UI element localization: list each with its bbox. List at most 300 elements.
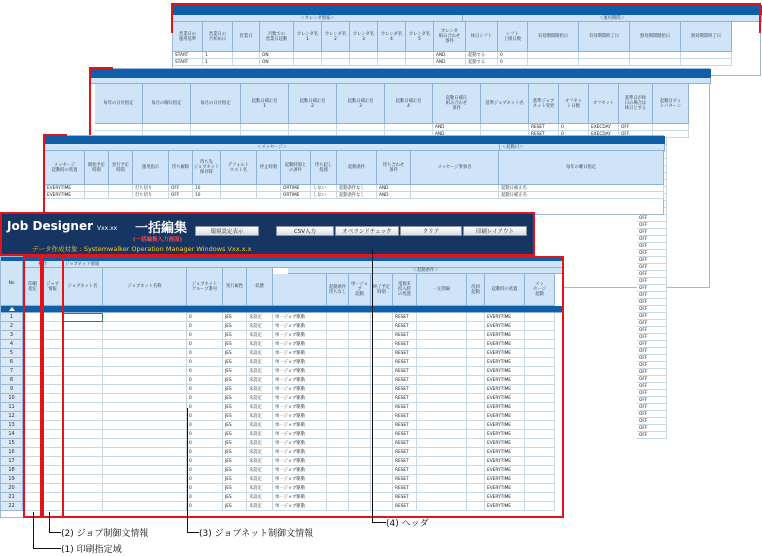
startday-side-cell[interactable]: OFF [637,341,667,348]
calendar-cell[interactable] [630,59,681,66]
jobnet-cell[interactable]: 単一ジョブ駆動 [273,493,327,502]
message-cell[interactable]: ORTIME [281,185,311,192]
jobnet-cell[interactable]: JES [223,376,247,385]
row-number: 20 [1,484,23,493]
row-number: 16 [1,448,23,457]
calendar-cell[interactable] [406,59,434,66]
startday-cell[interactable] [241,124,289,131]
jobnet-cell[interactable]: 未設定 [247,358,273,367]
jobnet-cell[interactable]: JES [223,367,247,376]
row-number: 22 [1,502,23,511]
message-cell[interactable]: 打ち切り [133,185,169,192]
jobnet-cell[interactable]: 単一ジョブ駆動 [273,412,327,421]
jobnet-cell[interactable]: EVERYTIME [485,358,525,367]
jobnet-cell[interactable]: JES [223,403,247,412]
message-cell[interactable]: 打ち切り [133,192,169,199]
jobnet-cell[interactable]: JES [223,340,247,349]
message-cell[interactable]: OFF [169,185,193,192]
startday-side-cell[interactable]: OFF [637,264,667,271]
jobnet-cell[interactable]: RESET [393,394,417,403]
message-cell[interactable] [109,192,133,199]
jobnet-cell[interactable]: RESET [393,313,417,322]
jobnet-cell[interactable]: 0 [187,385,223,394]
mode-subtitle: (一括編集入力画面) [133,237,183,243]
jobnet-cell[interactable]: EVERYTIME [485,502,525,511]
startday-side-cell[interactable]: OFF [637,236,667,243]
message-cell[interactable]: しない [311,192,337,199]
jobnet-cell[interactable]: 単一ジョブ駆動 [273,358,327,367]
calendar-cell[interactable]: 1 [203,52,233,59]
jobnet-cell[interactable]: JES [223,439,247,448]
callout-line-3h [187,532,199,533]
startday-cell[interactable] [481,124,529,131]
jobnet-cell[interactable]: 未設定 [247,385,273,394]
jobnet-cell[interactable]: EVERYTIME [485,313,525,322]
message-col-header: 開始予定 時刻 [85,151,109,185]
message-cell[interactable] [411,192,499,199]
jobnet-cell[interactable]: RESET [393,484,417,493]
jobnet-cell[interactable]: EVERYTIME [485,367,525,376]
jobnet-cell[interactable]: RESET [393,376,417,385]
jobnet-cell[interactable]: JES [223,448,247,457]
jobnet-cell[interactable]: 0 [187,448,223,457]
jobnet-cell[interactable]: 未設定 [247,421,273,430]
jobnet-cell[interactable]: RESET [393,448,417,457]
jobnet-cell[interactable]: EVERYTIME [485,385,525,394]
jobnet-cell[interactable]: JES [223,385,247,394]
message-col-header: デフォルト ホスト名 [221,151,257,185]
row-number: 10 [1,394,23,403]
jobnet-col-header: 電源未 投入時 の処置 [393,274,417,306]
message-top-bar [45,136,665,144]
calendar-cell[interactable] [579,52,630,59]
startday-cell[interactable]: OFF [619,124,653,131]
jobnet-cell[interactable]: EVERYTIME [485,322,525,331]
message-cell[interactable]: EVERYTIME [45,185,85,192]
message-col-header: 待ち先 ジョブネット 保存時 [193,151,221,185]
jobnet-cell[interactable]: 0 [187,358,223,367]
calendar-col-header: カレンダ名 5 [406,22,434,52]
jobnet-cell[interactable]: JES [223,421,247,430]
jobnet-cell[interactable]: JES [223,322,247,331]
jobnet-cell[interactable]: RESET [393,502,417,511]
startday-cell[interactable] [191,124,241,131]
startday-cell[interactable] [143,124,191,131]
jobnet-cell[interactable]: RESET [393,349,417,358]
target-label: データ作成対象 : Systemwalker Operation Manager Windows Vxx.x.x [32,245,252,253]
message-cell[interactable] [85,192,109,199]
startday-side-cell[interactable]: OFF [637,418,667,425]
message-cell[interactable] [85,185,109,192]
jobnet-col-header: ジョブネット グループ番号 [187,268,223,306]
jobnet-cell[interactable]: 0 [187,322,223,331]
message-cell[interactable]: しない [311,185,337,192]
calendar-cell[interactable] [630,52,681,59]
jobnet-cell[interactable]: 単一ジョブ駆動 [273,502,327,511]
jobnet-cell[interactable]: 0 [187,457,223,466]
callout-line-1 [33,512,34,548]
calendar-cell[interactable]: START [173,52,203,59]
jobnet-cell[interactable]: EVERYTIME [485,412,525,421]
jobnet-cell[interactable]: JES [223,466,247,475]
operation-group-header: ＜運用期間＞ [463,15,762,22]
jobnet-cell[interactable]: 0 [187,439,223,448]
jobnet-cell[interactable]: 単一ジョブ駆動 [273,385,327,394]
jobnet-cell[interactable]: EVERYTIME [485,439,525,448]
startday-side-cell[interactable]: OFF [637,432,667,439]
jobnet-cell[interactable]: 単一ジョブ駆動 [273,448,327,457]
calendar-group-header: ＜カレンダ情報＞ [173,15,463,22]
startday-cell[interactable]: 0 [559,124,589,131]
jobnet-cell[interactable]: RESET [393,430,417,439]
env-settings-button[interactable]: 環境設定表示 [195,226,259,236]
jobnet-cell[interactable]: 未設定 [247,439,273,448]
calendar-cell[interactable] [322,52,350,59]
startday-side-cell[interactable]: OFF [637,306,667,313]
calendar-cell[interactable] [579,59,630,66]
message-cell[interactable] [257,192,281,199]
calendar-cell[interactable] [528,59,579,66]
calendar-cell[interactable]: ON [260,52,294,59]
message-cell[interactable]: 起動条件なし [337,192,377,199]
calendar-cell[interactable]: 起動する [466,59,498,66]
calendar-col-header: 月数での 営業日起動 [260,22,294,52]
jobnet-cell[interactable]: 0 [187,484,223,493]
jobnet-cell[interactable]: 未設定 [247,394,273,403]
jobnet-cell[interactable]: EVERYTIME [485,493,525,502]
jobnet-cell[interactable]: 単一ジョブ駆動 [273,475,327,484]
startday-side-cell[interactable]: OFF [637,397,667,404]
row-number: 2 [1,322,23,331]
calendar-cell[interactable] [378,52,406,59]
calendar-cell[interactable] [350,52,378,59]
jobnet-cell[interactable]: 0 [187,376,223,385]
calendar-cell[interactable]: 0 [498,59,528,66]
jobnet-cell[interactable]: 0 [187,340,223,349]
jobnet-cell[interactable]: EVERYTIME [485,466,525,475]
startday-col-header: 起動日補正名 4 [385,84,433,124]
calendar-cell[interactable] [294,59,322,66]
startday-cell[interactable]: EXECDAY [589,124,619,131]
jobnet-cell[interactable]: EVERYTIME [485,484,525,493]
jobnet-cell[interactable]: 0 [187,421,223,430]
jobnet-cell[interactable]: EVERYTIME [485,457,525,466]
startday-side-cell[interactable]: OFF [637,285,667,292]
calendar-col-header: カレンダ名 1 [294,22,322,52]
calendar-cell[interactable] [322,59,350,66]
jobnet-cell[interactable]: JES [223,457,247,466]
jobnet-cell[interactable]: 単一ジョブ駆動 [273,322,327,331]
startday-side-cell[interactable]: OFF [637,243,667,250]
message-col-header: 起動条件 [337,151,377,185]
jobnet-cell[interactable]: RESET [393,403,417,412]
startday-side-cell[interactable]: OFF [637,348,667,355]
startday-side-cell[interactable]: OFF [637,362,667,369]
jobnet-cell[interactable]: 未設定 [247,502,273,511]
startday-cell[interactable] [289,124,337,131]
jobnet-cell[interactable]: EVERYTIME [485,430,525,439]
jobnet-cell[interactable]: RESET [393,412,417,421]
jobnet-cell[interactable]: EVERYTIME [485,448,525,457]
message-cell[interactable]: ORTIME [281,192,311,199]
calendar-cell[interactable] [681,59,732,66]
jobnet-cell[interactable]: 0 [187,313,223,322]
jobnet-cell[interactable]: 未設定 [247,484,273,493]
message-cell[interactable]: 10 [193,192,221,199]
group-jobnet-info: ジョブネット情報 [63,261,564,268]
jobnet-cell[interactable]: 単一ジョブ駆動 [273,313,327,322]
message-cell[interactable]: OFF [169,192,193,199]
calendar-cell[interactable] [378,59,406,66]
mode-title: 一括編集 [135,221,188,236]
jobnet-cell[interactable]: 未設定 [247,376,273,385]
jobnet-cell[interactable]: EVERYTIME [485,421,525,430]
jobnet-cell[interactable]: JES [223,331,247,340]
jobnet-cell[interactable]: RESET [393,340,417,349]
jobnet-cell[interactable]: 0 [187,403,223,412]
jobnet-cell[interactable]: 未設定 [247,403,273,412]
jobnet-cell[interactable]: RESET [393,475,417,484]
jobnet-cell[interactable]: JES [223,412,247,421]
print-area-frame [23,256,42,518]
message-col-header: 停止時刻 [257,151,281,185]
jobnet-cell[interactable]: 単一ジョブ駆動 [273,466,327,475]
message-cell[interactable] [257,185,281,192]
jobnet-col-header: 終了予定 時刻 [371,274,393,306]
jobnet-cell[interactable]: 未設定 [247,331,273,340]
jobnet-cell[interactable]: 0 [187,430,223,439]
jobnet-cell[interactable]: 0 [187,412,223,421]
calendar-cell[interactable]: START [173,59,203,66]
startday-side-cell[interactable]: OFF [637,425,667,432]
startday-side-cell[interactable]: OFF [637,404,667,411]
startday-side-cell[interactable]: OFF [637,257,667,264]
startday-side-cell[interactable]: OFF [637,355,667,362]
jobnet-cell[interactable]: JES [223,430,247,439]
jobnet-cell[interactable]: 0 [187,493,223,502]
message-cell[interactable]: EVERYTIME [45,192,85,199]
row-number: 15 [1,439,23,448]
jobnet-cell[interactable]: JES [223,394,247,403]
startday-cell[interactable]: AND [433,124,481,131]
job-control-frame [42,256,64,518]
startday-side-cell[interactable]: OFF [637,250,667,257]
calendar-cell[interactable] [406,52,434,59]
startday-col-header: 起動日補正 組み合わせ 条件 [433,84,481,124]
jobnet-cell[interactable]: 単一ジョブ駆動 [273,340,327,349]
jobnet-col-header: ジョブネット名 [63,268,103,306]
row-number: 18 [1,466,23,475]
jobnet-cell[interactable]: EVERYTIME [485,394,525,403]
operand-check-button[interactable]: オペランドチェック [335,226,399,236]
startday-cell[interactable] [385,124,433,131]
startday-side-cell[interactable]: OFF [637,334,667,341]
clear-button[interactable]: クリア [400,226,462,236]
jobnet-cell[interactable]: 単一ジョブ駆動 [273,421,327,430]
jobnet-cell[interactable]: RESET [393,466,417,475]
calendar-cell[interactable]: 1 [203,59,233,66]
jobnet-cell[interactable]: 未設定 [247,340,273,349]
message-cell[interactable]: AND [377,185,411,192]
jobnet-cell[interactable]: RESET [393,331,417,340]
calendar-cell[interactable] [294,52,322,59]
message-cell[interactable] [109,185,133,192]
message-col-header: 待ち解除 [169,151,193,185]
header-toolbar [0,212,535,256]
jobnet-cell[interactable]: 単一ジョブ駆動 [273,376,327,385]
jobnet-control-frame [62,256,564,518]
message-sheet [44,135,664,215]
jobnet-cell[interactable]: EVERYTIME [485,349,525,358]
jobnet-cell[interactable]: 単一ジョブ駆動 [273,394,327,403]
startday-side-cell[interactable]: OFF [637,299,667,306]
calendar-cell[interactable]: AND [434,52,466,59]
jobnet-cell[interactable]: RESET [393,457,417,466]
jobnet-cell[interactable]: 未設定 [247,448,273,457]
startday-side-cell[interactable]: OFF [637,229,667,236]
jobnet-cell[interactable]: RESET [393,493,417,502]
row-number: 8 [1,376,23,385]
jobnet-cell[interactable]: EVERYTIME [485,403,525,412]
jobnet-cell[interactable]: 未設定 [247,430,273,439]
jobnet-cell[interactable]: JES [223,484,247,493]
jobnet-cell[interactable]: EVERYTIME [485,376,525,385]
jobnet-cell[interactable]: 単一ジョブ駆動 [273,430,327,439]
jobnet-col-header: 実行属性 [223,268,247,306]
jobnet-cell[interactable]: RESET [393,322,417,331]
print-layout-button[interactable]: 印刷レイアウト [463,226,527,236]
startday-side-cell[interactable]: OFF [637,271,667,278]
jobnet-cell[interactable]: 未設定 [247,367,273,376]
startday-top-bar [91,69,711,78]
calendar-col-header: 無効期間開始日 [630,22,681,52]
message-col-header: 待ち起し 処理 [311,151,337,185]
message-cell[interactable]: AND [377,192,411,199]
calendar-cell[interactable]: ON [260,59,294,66]
startday-col-header: 起動日ビッ トパターン [653,84,689,124]
calendar-cell[interactable]: 起動する [466,52,498,59]
jobnet-cell[interactable]: RESET [393,439,417,448]
startday-cell[interactable] [653,124,689,131]
jobnet-cell[interactable]: JES [223,502,247,511]
calendar-cell[interactable] [233,59,260,66]
row-number: 6 [1,358,23,367]
calendar-cell[interactable] [233,52,260,59]
message-cell[interactable]: 起動日補正名 [499,192,664,199]
callout-line-2h [49,532,61,533]
startday-side-cell[interactable]: OFF [637,215,667,222]
jobnet-cell[interactable]: RESET [393,421,417,430]
message-cell[interactable]: 起動条件なし [337,185,377,192]
jobnet-cell[interactable]: 未設定 [247,313,273,322]
startday-side-cell[interactable]: OFF [637,292,667,299]
startday-side-cell[interactable]: OFF [637,278,667,285]
row-number: 5 [1,349,23,358]
calendar-cell[interactable] [528,52,579,59]
jobnet-cell[interactable]: JES [223,349,247,358]
jobnet-cell[interactable]: JES [223,475,247,484]
jobnet-col-header: 一定間隔 [417,274,467,306]
jobnet-cell[interactable]: 0 [187,502,223,511]
calendar-cell[interactable]: 0 [498,52,528,59]
jobnet-cell[interactable]: 単一ジョブ駆動 [273,457,327,466]
startday-side-cell[interactable]: OFF [637,369,667,376]
jobnet-cell[interactable]: 未設定 [247,457,273,466]
calendar-col-header: 営業日の 運用基準 [173,22,203,52]
startday-col-header: 起動日補正名 3 [337,84,385,124]
startday-side-cell[interactable]: OFF [637,383,667,390]
jobnet-cell[interactable]: RESET [393,385,417,394]
startday-side-cell[interactable]: OFF [637,222,667,229]
jobnet-cell[interactable]: JES [223,313,247,322]
message-cell[interactable] [221,192,257,199]
jobnet-col-header: 起動条件 待ちなし [327,274,349,306]
jobnet-cell[interactable]: JES [223,493,247,502]
callout-line-3 [187,408,188,532]
message-cell[interactable] [221,185,257,192]
startday-cell[interactable] [337,124,385,131]
jobnet-cell[interactable]: 0 [187,367,223,376]
startday-col-header: 基準日が休 日の場合は 休日とする [619,84,653,124]
jobnet-cell[interactable]: 単一ジョブ駆動 [273,484,327,493]
jobnet-cell[interactable]: 単一ジョブ駆動 [273,403,327,412]
jobnet-cell[interactable]: RESET [393,358,417,367]
calendar-cell[interactable] [350,59,378,66]
jobnet-cell[interactable]: JES [223,358,247,367]
jobnet-cell[interactable]: 単一ジョブ駆動 [273,349,327,358]
startday-side-cell[interactable]: OFF [637,411,667,418]
jobnet-cell[interactable]: RESET [393,367,417,376]
csv-input-button[interactable]: CSV入力 [276,226,334,236]
jobnet-cell[interactable]: 0 [187,475,223,484]
jobnet-cell[interactable]: EVERYTIME [485,331,525,340]
jobnet-cell[interactable]: 単一ジョブ駆動 [273,439,327,448]
message-cell[interactable]: 起動日補正名 [499,185,664,192]
callout-job-control: (2) ジョブ制御文情報 [61,529,149,539]
calendar-cell[interactable] [681,52,732,59]
calendar-col-header: カレンダ名 4 [378,22,406,52]
jobnet-cell[interactable]: 単一ジョブ駆動 [273,331,327,340]
startday-side-cell[interactable]: OFF [637,327,667,334]
startday-side-cell[interactable]: OFF [637,313,667,320]
jobnet-cell[interactable]: EVERYTIME [485,475,525,484]
jobnet-col-header: 印刷 指定 [23,268,43,306]
message-cell[interactable]: 10 [193,185,221,192]
jobnet-cell[interactable]: 単一ジョブ駆動 [273,367,327,376]
jobnet-col-header: 単一ジョブ 起動 [349,274,371,306]
callout-header: (4) ヘッダ [386,519,429,529]
startday-side-cell[interactable]: OFF [637,376,667,383]
jobnet-cell[interactable]: 未設定 [247,349,273,358]
jobnet-cell[interactable]: 未設定 [247,493,273,502]
jobnet-cell[interactable]: 未設定 [247,466,273,475]
jobnet-cell[interactable]: 0 [187,394,223,403]
message-group-header: ＜メッセージ＞ [45,144,500,151]
jobnet-cell[interactable]: 未設定 [247,475,273,484]
jobnet-cell[interactable]: 0 [187,466,223,475]
message-cell[interactable] [411,185,499,192]
jobnet-cell[interactable]: EVERYTIME [485,340,525,349]
startday-side-cell[interactable]: OFF [637,390,667,397]
startday-side-cell[interactable]: OFF [637,320,667,327]
jobnet-cell[interactable]: 0 [187,331,223,340]
jobnet-cell[interactable]: 0 [187,349,223,358]
row-number: 19 [1,475,23,484]
jobnet-cell[interactable]: 未設定 [247,322,273,331]
startday-cell[interactable]: RESET [529,124,559,131]
calendar-cell[interactable]: AND [434,59,466,66]
jobnet-cell[interactable]: 未設定 [247,412,273,421]
